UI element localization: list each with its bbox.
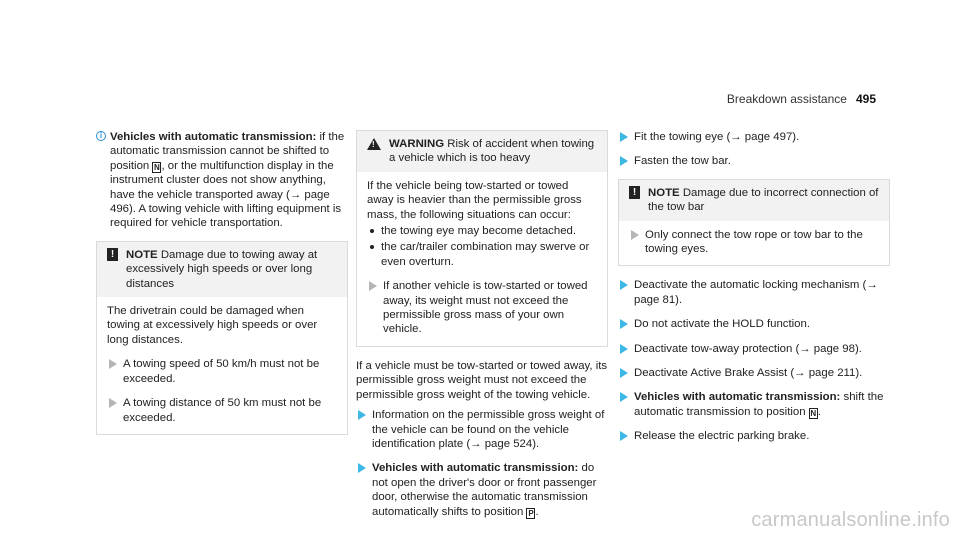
note-step [107, 357, 337, 386]
note-exclamation-icon: ! [629, 186, 640, 199]
note-header [97, 242, 347, 297]
step-bold: Vehicles with automatic transmission: [634, 391, 841, 404]
step-item [356, 461, 608, 519]
step-item [618, 429, 890, 443]
step-text: Release the electric parking brake. [634, 430, 810, 443]
step-item [618, 154, 890, 168]
note-step-text: A towing distance of 50 km must not be exceeded. [123, 397, 322, 424]
warning-header [357, 131, 607, 172]
step-text: do not open the driver's door or front passenger door, otherwise the automatic transmission automatically shifts to position [372, 462, 597, 518]
step-text-end: . [535, 505, 539, 518]
gear-n-key: N [810, 408, 817, 418]
note-label: NOTE [648, 186, 680, 199]
info-paragraph [96, 130, 348, 231]
step-arrow-icon [109, 398, 117, 408]
info-text: if the automatic transmission cannot be shifted to position [110, 131, 345, 172]
note-box [618, 179, 890, 267]
list-item: the car/trailer combination may swerve or even overturn. [367, 240, 597, 269]
warning-triangle-icon: ! [367, 138, 381, 150]
warning-label: WARNING [389, 138, 445, 150]
step-arrow-icon [620, 156, 628, 166]
step-text: Fasten the tow bar. [634, 155, 731, 168]
step-text: shift the automatic transmission to position [634, 391, 884, 418]
step-arrow-icon [620, 368, 628, 378]
warning-title: Risk of accident when towing a vehicle which is too heavy [389, 138, 595, 165]
body-paragraph: If a vehicle must be tow-started or towed away, its permissible gross weight must not exceed the permissible gross weight of the towing vehicle. [356, 359, 608, 401]
info-text-cont: , or the multifunction display in the instrument cluster does not show anything, have the vehicle transported away (→ page 496). A towing vehicle with lifting equipment is required for vehicle transportation. [110, 159, 342, 230]
step-item [618, 366, 890, 380]
step-item [618, 278, 890, 307]
step-arrow-icon [631, 230, 639, 240]
step-arrow-icon [620, 319, 628, 329]
step-arrow-icon [620, 392, 628, 402]
step-item [618, 342, 890, 356]
column-right [618, 130, 890, 444]
watermark: carmanualsonline.info [751, 508, 950, 531]
step-arrow-icon [358, 410, 366, 420]
note-title: Damage due to incorrect connection of the tow bar [648, 186, 879, 214]
note-exclamation-icon: ! [107, 248, 118, 261]
step-item [356, 408, 608, 451]
step-bold: Vehicles with automatic transmission: [372, 462, 579, 475]
column-left [96, 130, 348, 435]
step-text: Deactivate Active Brake Assist (→ page 211). [634, 367, 863, 380]
step-arrow-icon [620, 431, 628, 441]
step-text-end: . [817, 405, 821, 418]
step-text: Deactivate tow-away protection (→ page 98). [634, 342, 862, 355]
step-item [618, 130, 890, 144]
page-header [727, 92, 876, 106]
note-step [629, 228, 879, 257]
warning-step [367, 279, 597, 337]
step-item [618, 390, 890, 419]
step-arrow-icon [620, 344, 628, 354]
note-step [107, 396, 337, 425]
warning-body [357, 172, 607, 346]
step-arrow-icon [109, 359, 117, 369]
note-label: NOTE [126, 248, 158, 261]
list-item: the towing eye may become detached. [367, 224, 597, 238]
gear-p-key: P [528, 508, 534, 518]
step-text: Information on the permissible gross weight of the vehicle can be found on the vehicle identification plate (→ page 524). [372, 409, 605, 450]
step-arrow-icon [620, 280, 628, 290]
step-text: Fit the towing eye (→ page 497). [634, 131, 800, 143]
warning-text: If the vehicle being tow-started or towed away is heavier than the permissible gross mass, the following situations can occur: [367, 179, 582, 221]
info-icon: i [96, 131, 106, 141]
warning-step-text: If another vehicle is tow-started or towed away, its weight must not exceed the permissible gross mass of your own vehicle. [383, 280, 588, 336]
note-text: The drivetrain could be damaged when towing at excessively high speeds or over long distances. [107, 305, 318, 346]
step-item [618, 317, 890, 331]
step-arrow-icon [620, 132, 628, 142]
step-arrow-icon [369, 281, 377, 291]
note-title: Damage due to towing away at excessively high speeds or over long distances [126, 248, 318, 290]
column-middle [356, 130, 608, 519]
note-header [619, 180, 889, 221]
info-title: Vehicles with automatic transmission: [110, 131, 317, 143]
note-box [96, 241, 348, 435]
note-step-text: Only connect the tow rope or tow bar to the towing eyes. [645, 228, 863, 256]
section-title: Breakdown assistance [726, 92, 847, 106]
note-step-text: A towing speed of 50 km/h must not be exceeded. [123, 358, 320, 385]
page-number: 495 [855, 92, 876, 106]
warning-box [356, 130, 608, 347]
gear-n-key: N [154, 162, 160, 172]
note-body [97, 297, 347, 434]
step-text: Do not activate the HOLD function. [634, 318, 811, 331]
step-arrow-icon [358, 463, 366, 473]
note-body [619, 221, 889, 266]
step-text: Deactivate the automatic locking mechanism (→ page 81). [634, 279, 878, 306]
